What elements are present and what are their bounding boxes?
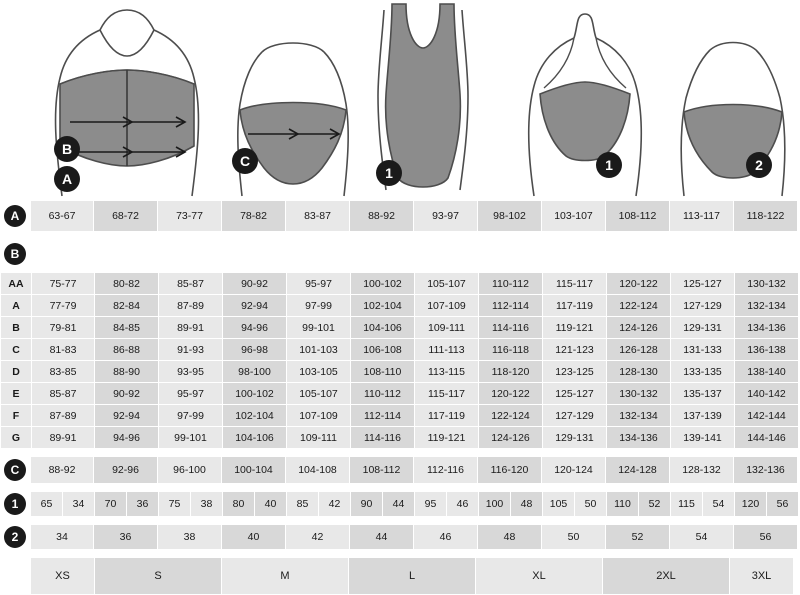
cell-2-7: 48 [478, 525, 542, 550]
cup-label-C: C [1, 339, 32, 361]
cell-C-9: 124-128 [606, 457, 670, 484]
cell-1-10: 90 [351, 492, 383, 517]
cell-2-1: 36 [94, 525, 158, 550]
cell-A-10: 113-117 [670, 201, 734, 232]
cell-1-3: 36 [127, 492, 159, 517]
cell-B-0-0: 75-77 [32, 273, 95, 295]
section-A-label [0, 205, 30, 227]
cell-1-7: 40 [255, 492, 287, 517]
table-sizes [30, 557, 794, 595]
cell-B-5-2: 95-97 [159, 383, 223, 405]
cell-C-2: 96-100 [158, 457, 222, 484]
cell-1-23: 56 [767, 492, 799, 517]
cell-B-6-4: 107-109 [287, 405, 351, 427]
cell-size-S: S [95, 558, 222, 595]
cell-B-5-3: 100-102 [223, 383, 287, 405]
cell-B-3-0: 81-83 [32, 339, 95, 361]
cell-1-6: 80 [223, 492, 255, 517]
table-row [1, 361, 799, 383]
cell-1-21: 54 [703, 492, 735, 517]
cell-B-2-8: 119-121 [543, 317, 607, 339]
badge-1: 1 [4, 493, 26, 515]
cell-size-XL: XL [476, 558, 603, 595]
cell-B-7-8: 129-131 [543, 427, 607, 449]
bralette-illustration [500, 0, 670, 200]
cup-label-AA: AA [1, 273, 32, 295]
cell-size-3XL: 3XL [730, 558, 794, 595]
table-row [1, 405, 799, 427]
cell-C-4: 104-108 [286, 457, 350, 484]
cell-B-6-9: 132-134 [607, 405, 671, 427]
cell-A-11: 118-122 [734, 201, 798, 232]
cell-2-5: 44 [350, 525, 414, 550]
cell-2-6: 46 [414, 525, 478, 550]
cell-1-16: 105 [543, 492, 575, 517]
cell-C-11: 132-136 [734, 457, 798, 484]
cell-B-3-8: 121-123 [543, 339, 607, 361]
table-row [1, 339, 799, 361]
cell-B-1-11: 132-134 [735, 295, 799, 317]
cell-1-20: 115 [671, 492, 703, 517]
cell-1-0: 65 [31, 492, 63, 517]
section-sizes [0, 557, 800, 595]
cell-A-8: 103-107 [542, 201, 606, 232]
cell-C-5: 108-112 [350, 457, 414, 484]
cell-B-0-11: 130-132 [735, 273, 799, 295]
table-row [1, 295, 799, 317]
cell-B-4-4: 103-105 [287, 361, 351, 383]
badge-B: B [4, 243, 26, 265]
cup-label-B: B [1, 317, 32, 339]
cell-B-5-4: 105-107 [287, 383, 351, 405]
table-row [31, 558, 794, 595]
cell-A-7: 98-102 [478, 201, 542, 232]
cell-B-0-8: 115-117 [543, 273, 607, 295]
cell-C-0: 88-92 [31, 457, 94, 484]
cell-A-2: 73-77 [158, 201, 222, 232]
cell-B-2-10: 129-131 [671, 317, 735, 339]
table-B [0, 272, 799, 449]
cell-B-2-0: 79-81 [32, 317, 95, 339]
cell-B-2-6: 109-111 [415, 317, 479, 339]
briefs-illustration [218, 0, 368, 200]
cell-B-1-9: 122-124 [607, 295, 671, 317]
cell-B-1-7: 112-114 [479, 295, 543, 317]
badge-2: 2 [4, 526, 26, 548]
cell-B-5-7: 120-122 [479, 383, 543, 405]
cup-label-F: F [1, 405, 32, 427]
table-C [30, 456, 798, 484]
cell-B-3-2: 91-93 [159, 339, 223, 361]
cell-C-3: 100-104 [222, 457, 286, 484]
section-B-label [0, 243, 30, 265]
cell-B-2-11: 134-136 [735, 317, 799, 339]
cell-A-5: 88-92 [350, 201, 414, 232]
cell-2-2: 38 [158, 525, 222, 550]
section-A [0, 200, 800, 232]
table-row [31, 492, 799, 517]
cell-C-6: 112-116 [414, 457, 478, 484]
cell-B-0-9: 120-122 [607, 273, 671, 295]
cell-B-1-10: 127-129 [671, 295, 735, 317]
bikini-bottom-illustration [668, 0, 798, 200]
cell-B-4-5: 108-110 [351, 361, 415, 383]
cell-1-22: 120 [735, 492, 767, 517]
cup-label-A: A [1, 295, 32, 317]
cell-B-1-1: 82-84 [95, 295, 159, 317]
section-C [0, 456, 800, 484]
cell-1-14: 100 [479, 492, 511, 517]
cell-B-4-7: 118-120 [479, 361, 543, 383]
cell-B-5-9: 130-132 [607, 383, 671, 405]
badge-A: A [4, 205, 26, 227]
cell-B-2-7: 114-116 [479, 317, 543, 339]
cell-B-6-7: 122-124 [479, 405, 543, 427]
cell-1-4: 75 [159, 492, 191, 517]
table-1 [30, 491, 799, 517]
cell-B-3-1: 86-88 [95, 339, 159, 361]
cell-B-6-5: 112-114 [351, 405, 415, 427]
table-2 [30, 524, 798, 550]
cell-B-7-2: 99-101 [159, 427, 223, 449]
cell-B-7-10: 139-141 [671, 427, 735, 449]
cell-B-0-1: 80-82 [95, 273, 159, 295]
cell-B-0-6: 105-107 [415, 273, 479, 295]
cell-B-1-2: 87-89 [159, 295, 223, 317]
cell-B-7-5: 114-116 [351, 427, 415, 449]
cell-A-1: 68-72 [94, 201, 158, 232]
one-piece-swimsuit-illustration [348, 0, 498, 200]
cup-label-E: E [1, 383, 32, 405]
cell-B-3-7: 116-118 [479, 339, 543, 361]
cell-B-7-1: 94-96 [95, 427, 159, 449]
cell-B-6-0: 87-89 [32, 405, 95, 427]
cell-B-1-8: 117-119 [543, 295, 607, 317]
cell-B-3-6: 111-113 [415, 339, 479, 361]
cell-B-3-11: 136-138 [735, 339, 799, 361]
cell-1-19: 52 [639, 492, 671, 517]
cell-B-1-0: 77-79 [32, 295, 95, 317]
cell-A-3: 78-82 [222, 201, 286, 232]
badge-A-figure: A [54, 166, 80, 192]
cell-B-3-5: 106-108 [351, 339, 415, 361]
cell-size-M: M [222, 558, 349, 595]
cell-2-10: 54 [670, 525, 734, 550]
cell-B-7-4: 109-111 [287, 427, 351, 449]
badge-2-figure: 2 [746, 152, 772, 178]
cell-B-5-10: 135-137 [671, 383, 735, 405]
badge-C-figure: C [232, 148, 258, 174]
table-row [31, 525, 798, 550]
cell-B-2-2: 89-91 [159, 317, 223, 339]
cell-B-0-5: 100-102 [351, 273, 415, 295]
cell-B-0-4: 95-97 [287, 273, 351, 295]
section-B-grid-wrap [0, 272, 800, 449]
cell-1-12: 95 [415, 492, 447, 517]
cell-B-3-4: 101-103 [287, 339, 351, 361]
cell-1-9: 42 [319, 492, 351, 517]
cell-B-1-6: 107-109 [415, 295, 479, 317]
cell-1-17: 50 [575, 492, 607, 517]
table-row [1, 383, 799, 405]
cell-B-7-3: 104-106 [223, 427, 287, 449]
cell-B-6-1: 92-94 [95, 405, 159, 427]
table-row [1, 317, 799, 339]
cell-B-6-10: 137-139 [671, 405, 735, 427]
cell-B-1-5: 102-104 [351, 295, 415, 317]
badge-1-figure: 1 [376, 160, 402, 186]
sports-bra-front-illustration [22, 0, 232, 200]
cell-2-9: 52 [606, 525, 670, 550]
cell-B-7-9: 134-136 [607, 427, 671, 449]
cell-B-0-3: 90-92 [223, 273, 287, 295]
cell-B-6-11: 142-144 [735, 405, 799, 427]
cell-1-8: 85 [287, 492, 319, 517]
cell-B-4-6: 113-115 [415, 361, 479, 383]
cell-B-2-9: 124-126 [607, 317, 671, 339]
cell-size-L: L [349, 558, 476, 595]
cell-B-6-3: 102-104 [223, 405, 287, 427]
table-A [30, 200, 798, 232]
section-2-label [0, 526, 30, 548]
cell-B-2-1: 84-85 [95, 317, 159, 339]
cell-2-3: 40 [222, 525, 286, 550]
cell-B-1-3: 92-94 [223, 295, 287, 317]
cell-B-3-9: 126-128 [607, 339, 671, 361]
cell-B-5-1: 90-92 [95, 383, 159, 405]
cell-B-7-6: 119-121 [415, 427, 479, 449]
table-row [1, 273, 799, 295]
cell-C-10: 128-132 [670, 457, 734, 484]
cell-1-13: 46 [447, 492, 479, 517]
cell-B-6-8: 127-129 [543, 405, 607, 427]
table-row [1, 427, 799, 449]
cell-B-5-6: 115-117 [415, 383, 479, 405]
illustration-band [0, 0, 800, 200]
cell-B-4-11: 138-140 [735, 361, 799, 383]
cell-B-4-10: 133-135 [671, 361, 735, 383]
cell-B-3-10: 131-133 [671, 339, 735, 361]
cell-C-1: 92-96 [94, 457, 158, 484]
cell-A-9: 108-112 [606, 201, 670, 232]
cell-1-5: 38 [191, 492, 223, 517]
cell-2-0: 34 [31, 525, 94, 550]
cell-B-3-3: 96-98 [223, 339, 287, 361]
cell-B-4-3: 98-100 [223, 361, 287, 383]
cell-A-6: 93-97 [414, 201, 478, 232]
cell-B-2-5: 104-106 [351, 317, 415, 339]
cell-B-5-5: 110-112 [351, 383, 415, 405]
cell-B-4-1: 88-90 [95, 361, 159, 383]
cell-B-2-3: 94-96 [223, 317, 287, 339]
cell-B-5-11: 140-142 [735, 383, 799, 405]
cell-A-4: 83-87 [286, 201, 350, 232]
cell-1-2: 70 [95, 492, 127, 517]
cell-B-5-0: 85-87 [32, 383, 95, 405]
cell-B-4-0: 83-85 [32, 361, 95, 383]
cell-size-XS: XS [31, 558, 95, 595]
cell-1-15: 48 [511, 492, 543, 517]
table-row [31, 457, 798, 484]
cell-B-1-4: 97-99 [287, 295, 351, 317]
cell-B-0-10: 125-127 [671, 273, 735, 295]
cell-B-4-2: 93-95 [159, 361, 223, 383]
cell-1-1: 34 [63, 492, 95, 517]
cell-B-7-0: 89-91 [32, 427, 95, 449]
section-B [0, 243, 800, 265]
section-1 [0, 491, 800, 517]
section-C-label [0, 459, 30, 481]
cup-label-G: G [1, 427, 32, 449]
cell-B-4-9: 128-130 [607, 361, 671, 383]
cell-2-4: 42 [286, 525, 350, 550]
cell-B-7-11: 144-146 [735, 427, 799, 449]
section-1-label [0, 493, 30, 515]
cell-C-8: 120-124 [542, 457, 606, 484]
cell-B-7-7: 124-126 [479, 427, 543, 449]
cell-C-7: 116-120 [478, 457, 542, 484]
cell-B-4-8: 123-125 [543, 361, 607, 383]
cell-B-6-2: 97-99 [159, 405, 223, 427]
table-row [31, 201, 798, 232]
cup-label-D: D [1, 361, 32, 383]
cell-1-11: 44 [383, 492, 415, 517]
cell-B-0-7: 110-112 [479, 273, 543, 295]
cell-A-0: 63-67 [31, 201, 94, 232]
badge-1b-figure: 1 [596, 152, 622, 178]
cell-B-2-4: 99-101 [287, 317, 351, 339]
cell-2-8: 50 [542, 525, 606, 550]
section-2 [0, 524, 800, 550]
cell-1-18: 110 [607, 492, 639, 517]
cell-size-2XL: 2XL [603, 558, 730, 595]
cell-2-11: 56 [734, 525, 798, 550]
cell-B-6-6: 117-119 [415, 405, 479, 427]
cell-B-5-8: 125-127 [543, 383, 607, 405]
badge-C: C [4, 459, 26, 481]
badge-B-figure: B [54, 136, 80, 162]
cell-B-0-2: 85-87 [159, 273, 223, 295]
